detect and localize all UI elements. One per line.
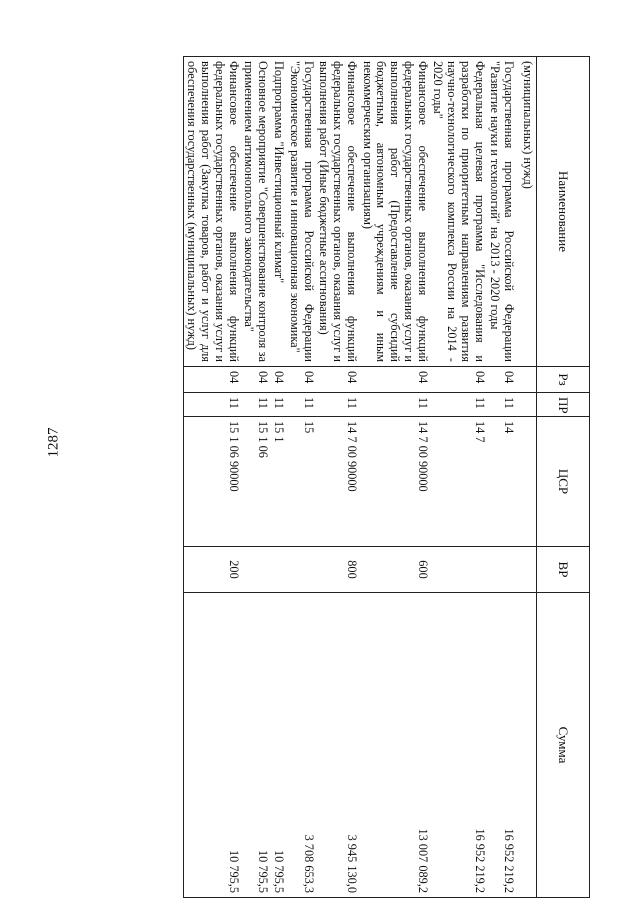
row-rz: 04	[241, 367, 271, 393]
row-csr: 15 1	[270, 417, 286, 547]
row-rz: 04	[430, 367, 487, 393]
header-csr: ЦСР	[537, 417, 590, 547]
row-pr	[516, 393, 536, 417]
page-number: 1287	[45, 427, 62, 458]
table-header-row	[537, 57, 590, 898]
table-row	[270, 57, 286, 898]
row-vr	[516, 547, 536, 593]
row-sum: 10 795,5	[270, 593, 286, 898]
table-row	[286, 57, 316, 898]
row-pr: 11	[270, 393, 286, 417]
row-pr: 11	[359, 393, 430, 417]
row-csr: 14 7 00 90000	[316, 417, 359, 547]
row-vr	[430, 547, 487, 593]
row-pr: 11	[286, 393, 316, 417]
row-name: Финансовое обеспечение выполнения функций федеральных государственных органов, оказания услуг и выполнения работ (Иные бюджетные ассигнования)	[316, 57, 359, 367]
table-row	[316, 57, 359, 898]
row-vr	[241, 547, 271, 593]
row-name: (муниципальных) нужд)	[516, 57, 536, 367]
row-sum: 10 795,5	[241, 593, 271, 898]
row-sum: 3 945 130,0	[316, 593, 359, 898]
header-vr: ВР	[537, 547, 590, 593]
header-sum: Сумма	[537, 593, 590, 898]
row-csr: 15 1 06	[241, 417, 271, 547]
row-sum: 10 795,5	[183, 593, 241, 898]
row-csr: 14	[487, 417, 517, 547]
header-pr: ПР	[537, 393, 590, 417]
row-pr: 11	[316, 393, 359, 417]
row-csr: 15	[286, 417, 316, 547]
row-vr: 800	[316, 547, 359, 593]
row-rz: 04	[359, 367, 430, 393]
row-sum: 16 952 219,2	[430, 593, 487, 898]
row-vr	[270, 547, 286, 593]
table-row	[516, 57, 536, 898]
row-csr: 14 7	[430, 417, 487, 547]
header-name: Наименование	[537, 57, 590, 367]
row-vr: 200	[183, 547, 241, 593]
header-rz: Рз	[537, 367, 590, 393]
table-row	[359, 57, 430, 898]
table-row	[183, 57, 241, 898]
row-pr: 11	[183, 393, 241, 417]
row-csr	[516, 417, 536, 547]
row-sum: 16 952 219,2	[487, 593, 517, 898]
row-rz: 04	[286, 367, 316, 393]
table-row	[430, 57, 487, 898]
row-vr	[286, 547, 316, 593]
row-rz: 04	[270, 367, 286, 393]
budget-table	[183, 56, 590, 898]
row-name: Финансовое обеспечение выполнения функций федеральных государственных органов, оказания услуг и выполнения работ (Закупка товаров, работ и услуг для обеспечения государственных (муниципальных) нужд)	[183, 57, 241, 367]
row-name: Государственная программа Российской Федерации "Развитие науки и технологий" на 2013 - 2020 годы	[487, 57, 517, 367]
row-sum	[516, 593, 536, 898]
row-rz: 04	[316, 367, 359, 393]
row-pr: 11	[241, 393, 271, 417]
row-name: Подпрограмма "Инвестиционный климат"	[270, 57, 286, 367]
table-row	[487, 57, 517, 898]
budget-table-sheet	[68, 56, 590, 898]
row-sum: 3 708 653,3	[286, 593, 316, 898]
table-row	[241, 57, 271, 898]
row-rz: 04	[487, 367, 517, 393]
row-csr: 15 1 06 90000	[183, 417, 241, 547]
row-pr: 11	[487, 393, 517, 417]
row-sum: 13 007 089,2	[359, 593, 430, 898]
row-name: Финансовое обеспечение выполнения функций федеральных государственных органов, оказания услуг и выполнения работ (Предоставление субсидий бюджетным, автономным учреждениям и иным некоммерческим организациям)	[359, 57, 430, 367]
row-csr: 14 7 00 90000	[359, 417, 430, 547]
row-name: Государственная программа Российской Федерации "Экономическое развитие и инновационная экономика"	[286, 57, 316, 367]
row-name: Федеральная целевая программа "Исследования и разработки по приоритетным направлениям развития научно-технологического комплекса России на 2014 - 2020 годы"	[430, 57, 487, 367]
row-rz	[516, 367, 536, 393]
row-vr	[487, 547, 517, 593]
row-pr: 11	[430, 393, 487, 417]
row-rz: 04	[183, 367, 241, 393]
row-name: Основное мероприятие "Совершенствование контроля за применением антимонопольного законодательства"	[241, 57, 271, 367]
row-vr: 600	[359, 547, 430, 593]
